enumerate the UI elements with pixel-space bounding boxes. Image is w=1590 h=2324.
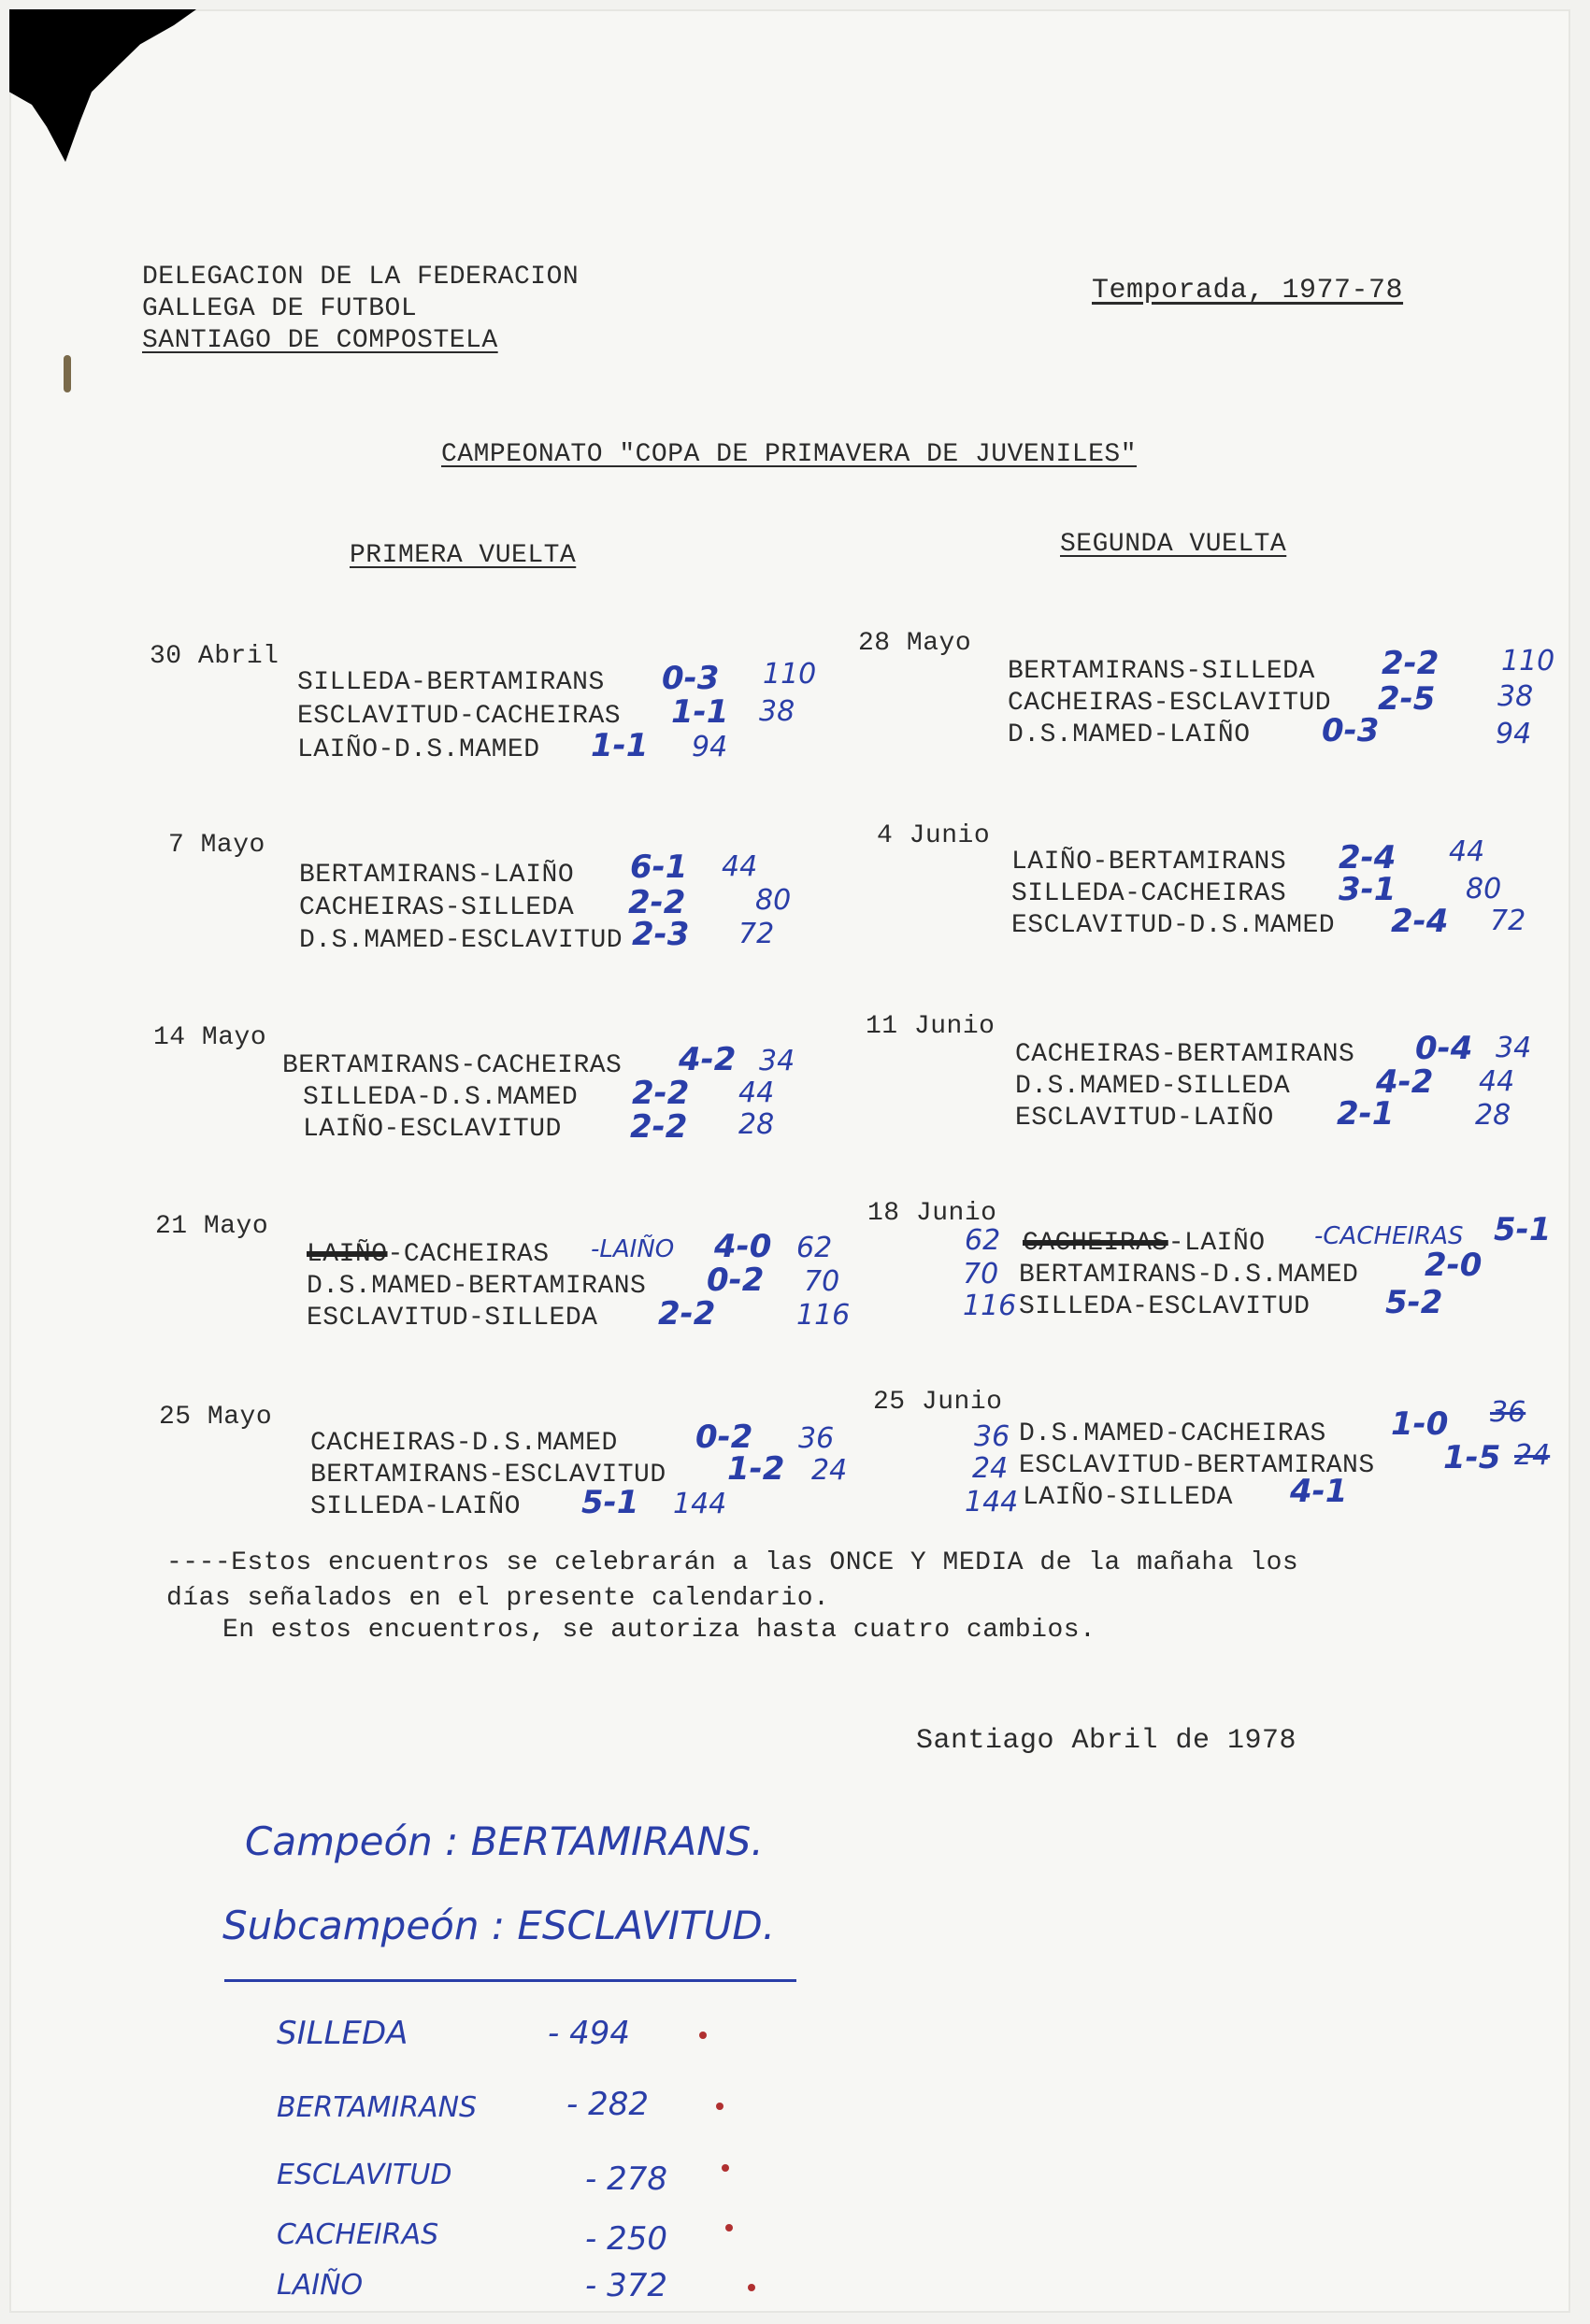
match-teams: D.S.MAMED-ESCLAVITUD	[299, 926, 623, 955]
match-score: 0-3	[662, 660, 720, 697]
match-score: 2-4	[1339, 839, 1397, 877]
total-team: LAIÑO	[277, 2269, 364, 2302]
total-value: - 282	[566, 2086, 649, 2123]
match-number: 72	[738, 918, 775, 950]
match-prefix-number: 24	[972, 1452, 1009, 1485]
struck-team: LAIÑO	[307, 1240, 388, 1269]
handwritten-correction: -LAIÑO	[591, 1235, 675, 1263]
match-score: 4-2	[1376, 1063, 1434, 1101]
match-number: 36	[1490, 1396, 1526, 1429]
match-score: 3-1	[1339, 871, 1397, 908]
match-number: 80	[755, 884, 792, 917]
round-date: 25 Mayo	[159, 1403, 273, 1432]
struck-team: CACHEIRAS	[1023, 1229, 1168, 1258]
primera-vuelta-heading: PRIMERA VUELTA	[350, 541, 577, 570]
match-score: 0-2	[707, 1262, 765, 1299]
handwritten-correction: -CACHEIRAS	[1314, 1222, 1464, 1250]
match-score: 2-2	[630, 1108, 688, 1146]
match-number: 62	[796, 1232, 833, 1264]
match-teams: SILLEDA-LAIÑO	[310, 1492, 521, 1521]
match-score: 2-1	[1337, 1095, 1395, 1133]
round-date: 28 Mayo	[858, 629, 972, 658]
match-score: 0-2	[695, 1419, 753, 1456]
match-number: 34	[1496, 1032, 1532, 1064]
match-number: 44	[1479, 1065, 1515, 1098]
match-prefix-number: 144	[965, 1486, 1019, 1518]
match-teams: BERTAMIRANS-D.S.MAMED	[1019, 1261, 1359, 1290]
match-teams: SILLEDA-D.S.MAMED	[303, 1083, 579, 1112]
match-teams: D.S.MAMED-BERTAMIRANS	[307, 1272, 647, 1301]
match-teams: BERTAMIRANS-LAIÑO	[299, 861, 575, 890]
match-number: 24	[1514, 1439, 1551, 1472]
match-teams: SILLEDA-BERTAMIRANS	[297, 668, 605, 697]
round-date: 30 Abril	[150, 642, 279, 671]
match-prefix-number: 62	[965, 1224, 1001, 1257]
match-score: 0-4	[1415, 1030, 1473, 1067]
match-teams: SILLEDA-CACHEIRAS	[1011, 879, 1287, 908]
match-teams: SILLEDA-ESCLAVITUD	[1019, 1292, 1311, 1321]
match-score: 1-1	[591, 727, 649, 764]
match-teams: BERTAMIRANS-ESCLAVITUD	[310, 1461, 666, 1490]
round-date: 21 Mayo	[155, 1212, 269, 1241]
page-title: CAMPEONATO "COPA DE PRIMAVERA DE JUVENILES"	[441, 440, 1138, 469]
match-score: 2-2	[632, 1075, 690, 1112]
match-score: 4-1	[1290, 1473, 1348, 1510]
match-number: 94	[692, 731, 728, 763]
match-score: 0-3	[1322, 712, 1380, 749]
match-number: 94	[1496, 718, 1532, 750]
match-teams: D.S.MAMED-CACHEIRAS	[1019, 1419, 1326, 1448]
note-line-2: días señalados en el presente calendario.	[166, 1584, 830, 1613]
match-teams: CACHEIRAS-BERTAMIRANS	[1015, 1040, 1355, 1069]
match-score: 2-0	[1425, 1247, 1483, 1284]
match-teams: ESCLAVITUD-SILLEDA	[307, 1304, 598, 1333]
match-teams: D.S.MAMED-SILLEDA	[1015, 1072, 1291, 1101]
total-team: ESCLAVITUD	[277, 2159, 452, 2191]
match-score: 1-2	[727, 1450, 785, 1488]
match-score: 2-5	[1378, 680, 1436, 718]
total-value: - 250	[585, 2220, 667, 2258]
paper-stain	[64, 355, 71, 392]
match-teams: CACHEIRAS-ESCLAVITUD	[1008, 689, 1332, 718]
match-teams: CACHEIRAS-SILLEDA	[299, 893, 575, 922]
handwritten-underline	[224, 1979, 796, 1982]
match-score: 2-2	[628, 884, 686, 921]
match-number: 144	[673, 1488, 727, 1520]
round-date: 4 Junio	[877, 821, 991, 850]
match-teams: LAIÑO-ESCLAVITUD	[303, 1115, 562, 1144]
total-value: - 494	[548, 2015, 630, 2052]
match-teams: CACHEIRAS-D.S.MAMED	[310, 1429, 618, 1458]
red-mark	[716, 2103, 723, 2110]
match-number: 80	[1466, 873, 1502, 905]
red-mark	[722, 2164, 729, 2172]
match-teams: ESCLAVITUD-D.S.MAMED	[1011, 911, 1336, 940]
match-teams: ESCLAVITUD-CACHEIRAS	[297, 702, 622, 731]
match-score: 2-4	[1391, 903, 1449, 940]
total-team: CACHEIRAS	[277, 2218, 439, 2251]
match-number: 28	[1475, 1099, 1511, 1132]
note-line-3: En estos encuentros, se autoriza hasta cuatro cambios.	[222, 1616, 1096, 1645]
round-date: 7 Mayo	[168, 831, 265, 860]
match-number: 44	[738, 1076, 775, 1109]
match-number: 28	[738, 1108, 775, 1141]
match-number: 44	[722, 850, 758, 883]
match-score: 5-1	[581, 1484, 639, 1521]
total-value: - 278	[585, 2160, 667, 2198]
match-number: 38	[1497, 680, 1534, 713]
org-line-1: DELEGACION DE LA FEDERACION	[142, 263, 580, 292]
match-number: 110	[1501, 645, 1555, 677]
match-number: 70	[804, 1265, 840, 1298]
red-mark	[748, 2284, 755, 2291]
total-team: BERTAMIRANS	[277, 2091, 478, 2124]
match-teams: BERTAMIRANS-SILLEDA	[1008, 657, 1315, 686]
champion-note: Campeón : BERTAMIRANS.	[245, 1818, 764, 1864]
match-teams: LAIÑO-SILLEDA	[1023, 1483, 1233, 1512]
match-teams-row	[307, 1239, 550, 1271]
match-teams: LAIÑO-BERTAMIRANS	[1011, 848, 1287, 877]
match-prefix-number: 36	[974, 1420, 1010, 1453]
round-date: 18 Junio	[867, 1199, 997, 1228]
match-number: 72	[1490, 905, 1526, 937]
match-score: 1-0	[1391, 1405, 1449, 1443]
total-team: SILLEDA	[277, 2015, 408, 2052]
segunda-vuelta-heading: SEGUNDA VUELTA	[1060, 530, 1287, 559]
round-date: 11 Junio	[866, 1012, 996, 1041]
round-date: 14 Mayo	[153, 1023, 267, 1052]
match-number: 38	[759, 695, 795, 728]
org-line-3: SANTIAGO DE COMPOSTELA	[142, 326, 498, 355]
match-number: 36	[798, 1422, 835, 1455]
round-date: 25 Junio	[873, 1388, 1003, 1417]
match-number: 44	[1449, 835, 1485, 868]
match-score: 2-2	[1382, 645, 1440, 682]
match-number: 24	[811, 1454, 848, 1487]
match-teams: -LAIÑO	[1167, 1229, 1266, 1258]
match-score: 6-1	[630, 848, 688, 886]
note-line-1: ----Estos encuentros se celebrarán a las ONCE Y MEDIA de la mañaha los	[166, 1548, 1299, 1577]
total-value: - 372	[585, 2267, 667, 2304]
match-score: 5-1	[1494, 1211, 1552, 1248]
match-teams: LAIÑO-D.S.MAMED	[297, 735, 540, 764]
match-score: 1-1	[671, 693, 729, 731]
match-teams: ESCLAVITUD-LAIÑO	[1015, 1104, 1274, 1133]
match-teams-row	[1023, 1228, 1266, 1260]
match-score: 4-0	[714, 1228, 772, 1265]
match-number: 34	[759, 1045, 795, 1077]
match-number: 110	[763, 658, 817, 691]
match-score: 1-5	[1443, 1439, 1501, 1476]
red-mark	[725, 2224, 733, 2231]
match-teams: ESCLAVITUD-BERTAMIRANS	[1019, 1451, 1375, 1480]
place-date: Santiago Abril de 1978	[916, 1725, 1297, 1757]
match-prefix-number: 116	[963, 1290, 1017, 1322]
match-score: 2-3	[632, 916, 690, 953]
match-prefix-number: 70	[963, 1258, 999, 1290]
match-teams: BERTAMIRANS-CACHEIRAS	[282, 1051, 623, 1080]
runner-up-note: Subcampeón : ESCLAVITUD.	[222, 1903, 776, 1948]
season-label: Temporada, 1977-78	[1092, 275, 1404, 307]
org-line-2: GALLEGA DE FUTBOL	[142, 294, 418, 323]
match-number: 116	[796, 1299, 851, 1332]
red-mark	[699, 2032, 707, 2039]
match-teams: D.S.MAMED-LAIÑO	[1008, 720, 1251, 749]
match-score: 5-2	[1385, 1284, 1443, 1321]
match-teams: -CACHEIRAS	[387, 1240, 550, 1269]
match-score: 2-2	[658, 1295, 716, 1333]
match-score: 4-2	[679, 1041, 737, 1078]
